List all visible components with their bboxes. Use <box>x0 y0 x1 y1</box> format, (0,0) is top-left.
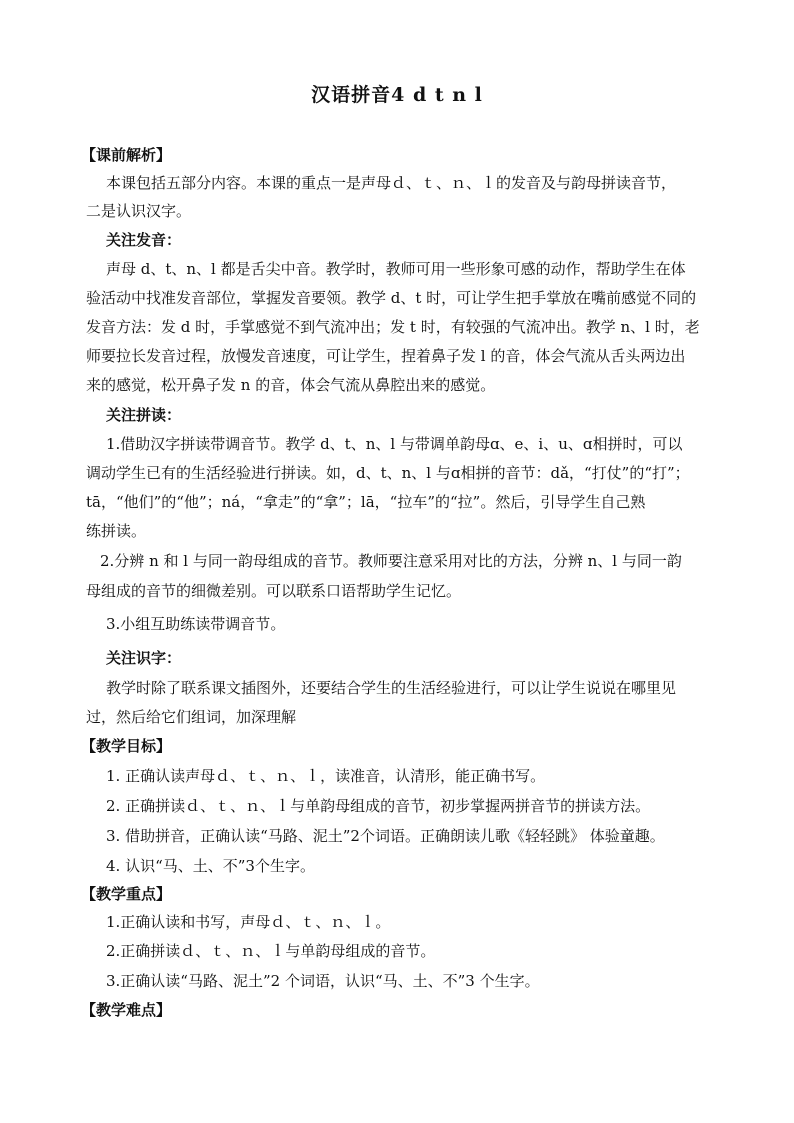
paragraph-line: 教学时除了联系课文插图外，还要结合学生的生活经验进行，可以让学生说说在哪里见 <box>106 679 677 697</box>
list-item: 1. 正确认读声母ｄ、ｔ、ｎ、ｌ，读准音，认清形，能正确书写。 <box>106 767 546 785</box>
list-item: 2.正确拼读ｄ、ｔ、ｎ、ｌ与单韵母组成的音节。 <box>106 942 436 960</box>
paragraph-line: 母组成的音节的细微差别。可以联系口语帮助学生记忆。 <box>86 582 462 600</box>
paragraph-line: 发音方法：发 d 时，手掌感觉不到气流冲出；发 t 时，有较强的气流冲出。教学 n、l 时，老 <box>86 318 700 336</box>
section-heading-difficulties: 【教学难点】 <box>81 1001 172 1019</box>
list-item: 2. 正确拼读ｄ、ｔ、ｎ、ｌ与单韵母组成的音节，初步掌握两拼音节的拼读方法。 <box>106 797 651 815</box>
list-item: 4. 认识“马、土、不”3个生字。 <box>106 857 315 875</box>
paragraph-line: tā，“他们”的“他”；ná，“拿走”的“拿”；lā，“拉车”的“拉”。然后，引导学生自己熟 <box>86 493 646 511</box>
paragraph-line: 验活动中找准发音部位，掌握发音要领。教学 d、t 时，可让学生把手掌放在嘴前感觉不同的 <box>86 289 697 307</box>
list-item: 3.正确认读“马路、泥土”2 个词语，认识“马、土、不”3 个生字。 <box>106 972 540 990</box>
section-heading-key-points: 【教学重点】 <box>81 885 172 903</box>
paragraph-line: 1.借助汉字拼读带调音节。教学 d、t、n、l 与带调单韵母ɑ、e、i、u、ɑ相拼时，可以 <box>106 435 683 453</box>
page-title: 汉语拼音4 d t n l <box>311 84 483 106</box>
paragraph-line: 2.分辨 n 和 l 与同一韵母组成的音节。教师要注意采用对比的方法，分辨 n、l 与同一韵 <box>100 552 682 570</box>
section-heading-objectives: 【教学目标】 <box>81 737 172 755</box>
paragraph-line: 本课包括五部分内容。本课的重点一是声母ｄ、ｔ、ｎ、ｌ的发音及与韵母拼读音节， <box>106 174 677 192</box>
paragraph-line: 二是认识汉字。 <box>86 202 192 220</box>
paragraph-line: 调动学生已有的生活经验进行拼读。如，d、t、n、l 与ɑ相拼的音节：dǎ，“打仗”的“打”； <box>86 464 690 482</box>
paragraph-line: 声母 d、t、n、l 都是舌尖中音。教学时，教师可用一些形象可感的动作，帮助学生在体 <box>106 260 686 278</box>
section-heading-pre-analysis: 【课前解析】 <box>81 146 172 164</box>
subheading-spelling: 关注拼读： <box>106 406 182 424</box>
list-item: 1.正确认读和书写，声母ｄ、ｔ、ｎ、ｌ。 <box>106 913 391 931</box>
subheading-characters: 关注识字： <box>106 649 182 667</box>
paragraph-line: 过，然后给它们组词，加深理解 <box>86 708 297 726</box>
list-item: 3. 借助拼音，正确认读“马路、泥土”2个词语。正确朗读儿歌《轻轻跳》 体验童趣。 <box>106 827 665 845</box>
paragraph-line: 师要拉长发音过程，放慢发音速度，可让学生，捏着鼻子发 l 的音，体会气流从舌头两边出 <box>86 347 686 365</box>
paragraph-line: 3.小组互助练读带调音节。 <box>106 615 286 633</box>
paragraph-line: 练拼读。 <box>86 522 147 540</box>
paragraph-line: 来的感觉，松开鼻子发 n 的音，体会气流从鼻腔出来的感觉。 <box>86 376 496 394</box>
subheading-pronunciation: 关注发音： <box>106 231 182 249</box>
